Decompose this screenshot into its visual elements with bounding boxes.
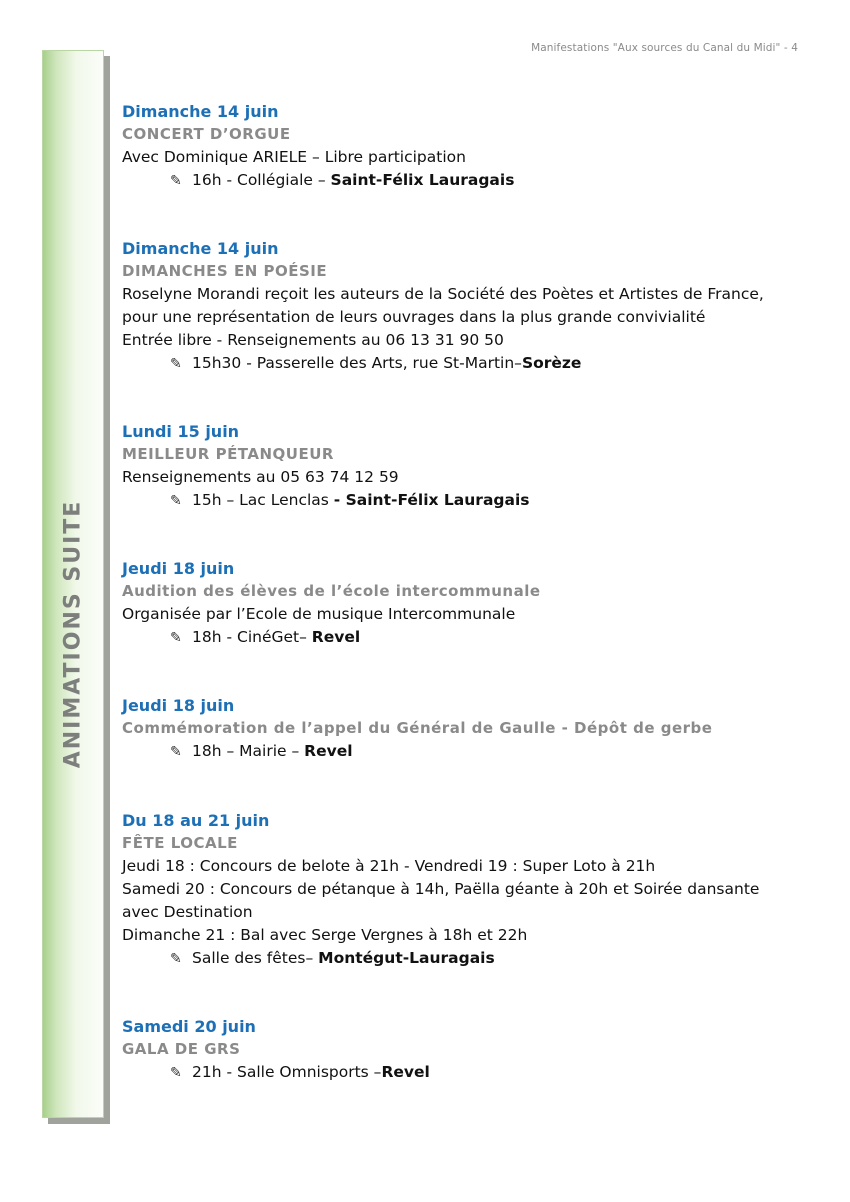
event-gala-grs <box>122 1015 822 1085</box>
event-title: MEILLEUR PÉTANQUEUR <box>122 445 334 463</box>
event-title: GALA DE GRS <box>122 1040 241 1058</box>
event-location-place: Montégut-Lauragais <box>318 949 495 967</box>
event-location-text: Salle des fêtes– <box>192 949 319 967</box>
event-description-line: Jeudi 18 : Concours de belote à 21h - Vendredi 19 : Super Loto à 21h <box>122 857 656 875</box>
event-location <box>122 169 822 193</box>
event-location <box>122 947 822 971</box>
hand-pointer-icon: ✎ <box>170 744 182 760</box>
hand-pointer-icon: ✎ <box>170 1065 182 1081</box>
event-description-line: Samedi 20 : Concours de pétanque à 14h, Paëlla géante à 20h et Soirée dansante <box>122 880 760 898</box>
event-location-place: Revel <box>304 742 353 760</box>
event-date: Du 18 au 21 juin <box>122 811 270 830</box>
event-title: DIMANCHES EN POÉSIE <box>122 262 328 280</box>
event-description-line: Dimanche 21 : Bal avec Serge Vergnes à 18h et 22h <box>122 926 528 944</box>
event-title: FÊTE LOCALE <box>122 834 238 852</box>
event-fete-locale <box>122 809 822 971</box>
event-location <box>122 1061 822 1085</box>
event-date: Dimanche 14 juin <box>122 239 279 258</box>
event-date: Samedi 20 juin <box>122 1017 256 1036</box>
page-header: Manifestations "Aux sources du Canal du Midi" - 4 <box>531 42 798 54</box>
event-location <box>122 352 822 376</box>
event-date: Dimanche 14 juin <box>122 102 279 121</box>
event-title: CONCERT D’ORGUE <box>122 125 291 143</box>
hand-pointer-icon: ✎ <box>170 951 182 967</box>
event-meilleur-petanqueur <box>122 420 822 513</box>
hand-pointer-icon: ✎ <box>170 630 182 646</box>
hand-pointer-icon: ✎ <box>170 493 182 509</box>
event-location-text: 18h - CinéGet– <box>192 628 312 646</box>
event-location-text: 15h30 - Passerelle des Arts, rue St-Martin– <box>192 354 522 372</box>
event-location <box>122 489 822 513</box>
event-description-line: Organisée par l’Ecole de musique Intercommunale <box>122 605 516 623</box>
event-description-line: Avec Dominique ARIELE – Libre participation <box>122 148 466 166</box>
event-description-line: pour une représentation de leurs ouvrages dans la plus grande convivialité <box>122 308 706 326</box>
event-commemoration <box>122 694 822 764</box>
hand-pointer-icon: ✎ <box>170 173 182 189</box>
side-tab <box>42 50 104 1118</box>
event-location-place: Revel <box>311 628 361 646</box>
event-title: Audition des élèves de l’école intercommunale <box>122 582 541 600</box>
event-date: Lundi 15 juin <box>122 422 240 441</box>
event-description-line: avec Destination <box>122 903 253 921</box>
hand-pointer-icon: ✎ <box>170 356 182 372</box>
event-description-line: Entrée libre - Renseignements au 06 13 31 90 50 <box>122 331 504 349</box>
event-location-place: Revel <box>381 1063 430 1081</box>
event-date: Jeudi 18 juin <box>122 696 235 715</box>
event-location-text: 16h - Collégiale – <box>192 171 331 189</box>
event-location-text: 18h – Mairie – <box>192 742 305 760</box>
event-location-place: Sorèze <box>521 354 582 372</box>
event-concert-orgue <box>122 100 822 193</box>
event-location-text: 15h – Lac Lenclas <box>192 491 334 509</box>
event-title: Commémoration de l’appel du Général de Gaulle - Dépôt de gerbe <box>122 719 713 737</box>
event-location-place: - Saint-Félix Lauragais <box>333 491 530 509</box>
event-location-place: Saint-Félix Lauragais <box>330 171 515 189</box>
event-date: Jeudi 18 juin <box>122 559 235 578</box>
event-audition-eleves <box>122 557 822 650</box>
event-location <box>122 740 822 764</box>
event-description-line: Roselyne Morandi reçoit les auteurs de la Société des Poètes et Artistes de France, <box>122 285 764 303</box>
event-location-text: 21h - Salle Omnisports – <box>192 1063 382 1081</box>
event-dimanches-poesie <box>122 237 822 376</box>
event-description-line: Renseignements au 05 63 74 12 59 <box>122 468 399 486</box>
side-tab-label: ANIMATIONS SUITE <box>60 499 86 769</box>
event-location <box>122 626 822 650</box>
